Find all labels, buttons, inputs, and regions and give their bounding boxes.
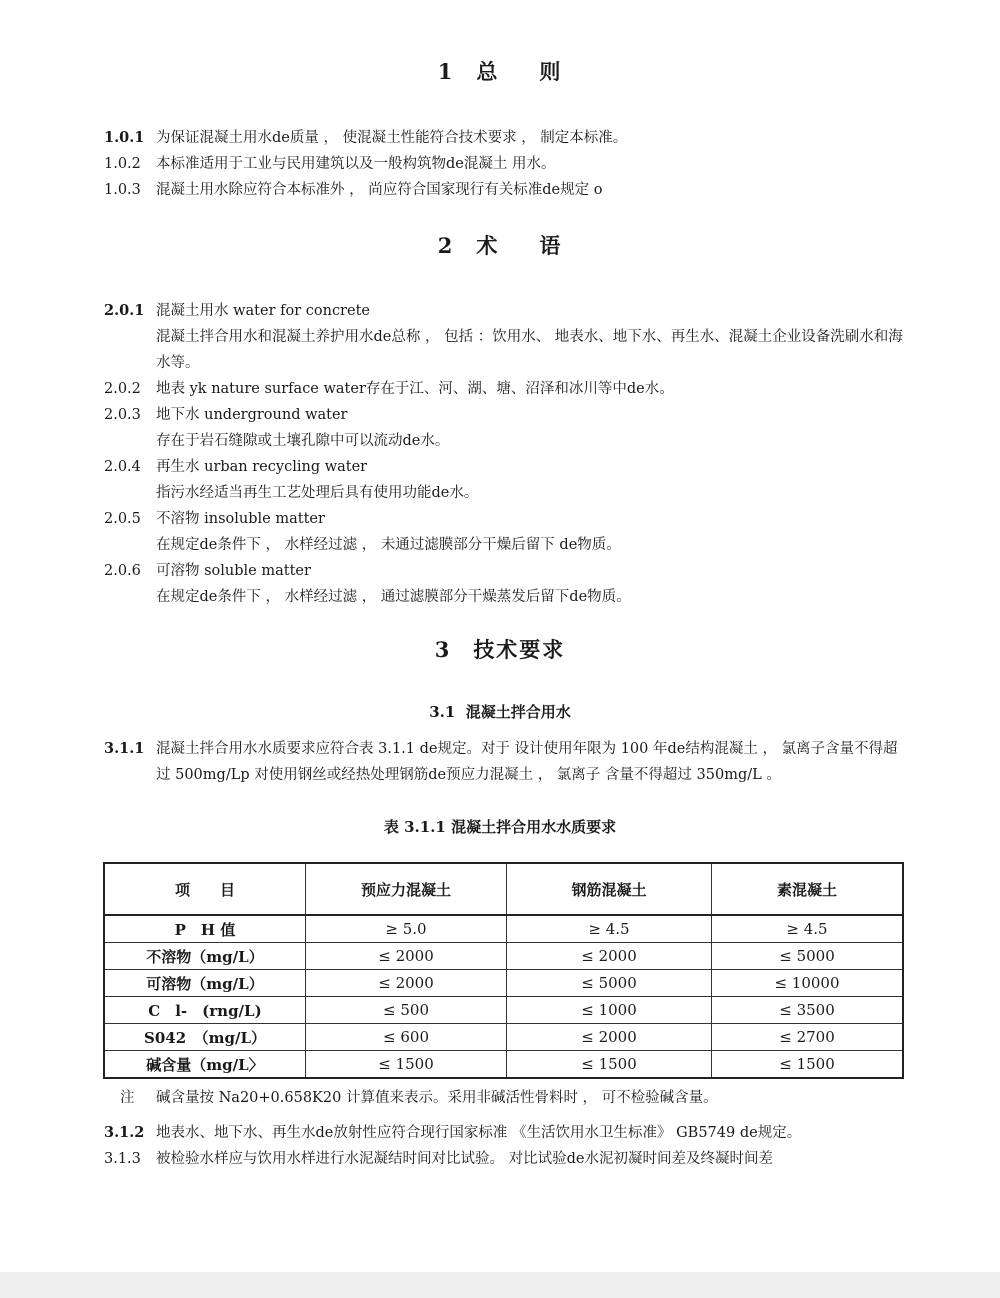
term-title: 不溶物 insoluble matter [156, 511, 325, 527]
clause-text: 本标准适用于工业与民用建筑以及一般构筑物de混凝土 用水。 [156, 156, 556, 172]
clause-code: 2.0.1 [104, 302, 145, 319]
section-3-heading [0, 634, 1000, 664]
water-quality-table [103, 862, 904, 1079]
table-cell: ≥ 5.0 [306, 915, 507, 943]
term-title: 可溶物 soluble matter [156, 563, 311, 579]
table-note [120, 1085, 920, 1111]
table-cell: ≤ 500 [306, 997, 507, 1024]
clause-1-0-3 [104, 177, 904, 203]
clause-code: 2.0.5 [104, 511, 141, 527]
table-row [104, 997, 903, 1024]
table-cell: ≤ 1500 [507, 1051, 712, 1079]
header-plain: 素混凝土 [712, 863, 904, 915]
heading-char: 术 [476, 233, 500, 258]
row-label: 可溶物（mg/L） [104, 970, 306, 997]
clause-code: 2.0.4 [104, 459, 141, 475]
clause-code: 3.1.3 [104, 1151, 141, 1167]
table-cell: ≤ 2000 [507, 943, 712, 970]
table-cell: ≤ 2000 [306, 970, 507, 997]
clause-code: 2.0.3 [104, 407, 141, 423]
table-cell: ≤ 2000 [306, 943, 507, 970]
table-cell: ≤ 1500 [712, 1051, 904, 1079]
table-cell: ≥ 4.5 [712, 915, 904, 943]
clause-1-0-1 [104, 125, 904, 151]
clause-3-1-2 [104, 1120, 904, 1146]
clause-code: 1.0.2 [104, 156, 141, 172]
clause-text: 地表水、地下水、再生水de放射性应符合现行国家标准 《生活饮用水卫生标准》 GB5749 de规定。 [156, 1125, 802, 1141]
table-cell: ≥ 4.5 [507, 915, 712, 943]
note-label: 注 [120, 1090, 135, 1106]
table-cell: ≤ 10000 [712, 970, 904, 997]
clause-code: 1.0.1 [104, 129, 145, 146]
clause-2-0-6 [104, 558, 904, 584]
table-cell: ≤ 600 [306, 1024, 507, 1051]
table-row [104, 1024, 903, 1051]
heading-text: 技术要求 [473, 637, 566, 662]
clause-2-0-3 [104, 402, 904, 428]
section-number: 2 [437, 233, 455, 258]
table-row [104, 1051, 903, 1079]
table-cell: ≤ 2700 [712, 1024, 904, 1051]
section-number: 3 [434, 637, 452, 662]
table-caption: 表 3.1.1 混凝土拌合用水水质要求 [383, 818, 617, 836]
clause-code: 2.0.2 [104, 381, 141, 397]
header-item: 项 目 [104, 863, 306, 915]
subsection-3-1-heading [0, 701, 1000, 722]
page-bottom-band [0, 1272, 1000, 1298]
row-label: C l- (rng/L) [104, 997, 306, 1024]
clause-code: 3.1.2 [104, 1124, 145, 1141]
term-definition: 在规定de条件下 ， 水样经过滤 ， 通过滤膜部分干燥蒸发后留下de物质。 [156, 589, 631, 605]
table-cell: ≤ 1000 [507, 997, 712, 1024]
table-cell: ≤ 5000 [507, 970, 712, 997]
row-label: S042 （mg/L） [104, 1024, 306, 1051]
row-label: 碱含量（mg/L〉 [104, 1051, 306, 1079]
header-prestressed: 预应力混凝土 [306, 863, 507, 915]
term-title: 混凝土用水 water for concrete [156, 303, 370, 319]
table-header-row [104, 863, 903, 915]
term-definition: 指污水经适当再生工艺处理后具有使用功能de水。 [156, 485, 479, 501]
clause-code: 1.0.3 [104, 182, 141, 198]
section-number: 1 [437, 59, 455, 84]
note-text: 碱含量按 Na20+0.658K20 计算值来表示。采用非碱活性骨料时 ， 可不检验碱含量。 [156, 1090, 718, 1106]
term-definition: 在规定de条件下 ， 水样经过滤 ， 未通过滤膜部分干燥后留下 de物质。 [156, 537, 621, 553]
heading-char: 总 [476, 59, 500, 84]
heading-char: 则 [539, 59, 563, 84]
table-row [104, 943, 903, 970]
section-1-heading [0, 56, 1000, 86]
clause-2-0-4 [104, 454, 904, 480]
subsection-title: 混凝土拌合用水 [465, 703, 571, 721]
table-row [104, 970, 903, 997]
clause-code: 3.1.1 [104, 740, 145, 757]
heading-char: 语 [539, 233, 563, 258]
clause-text: 混凝土用水除应符合本标准外 ， 尚应符合国家现行有关标准de规定 o [156, 182, 603, 198]
term-definition: 混凝土拌合用水和混凝土养护用水de总称 ， 包括 ：饮用水、 地表水、地下水、再生水、混凝土企业设备洗刷水和海水等。 [156, 329, 903, 371]
clause-text: 混凝土拌合用水水质要求应符合表 3.1.1 de规定。对于 设计使用年限为 100 年de结构混凝土 ， 氯离子含量不得超过 500mg/Lp 对使用钢丝或经热处理钢筋de预应力混凝土 ， 氯离子 含量不得超过 350mg/L 。 [156, 741, 898, 783]
clause-2-0-1 [104, 298, 904, 324]
clause-2-0-2 [104, 376, 904, 402]
clause-code: 2.0.6 [104, 563, 141, 579]
subsection-number: 3.1 [429, 703, 456, 721]
clause-1-0-2 [104, 151, 904, 177]
table-cell: ≤ 2000 [507, 1024, 712, 1051]
clause-3-1-3 [104, 1146, 904, 1172]
table-row [104, 915, 903, 943]
clause-2-0-5 [104, 506, 904, 532]
row-label: P H 值 [104, 915, 306, 943]
header-reinforced: 钢筋混凝土 [507, 863, 712, 915]
term-title: 地表 yk nature surface water存在于江、河、湖、塘、沼泽和冰川等中de水。 [156, 381, 674, 397]
table-cell: ≤ 3500 [712, 997, 904, 1024]
term-title: 再生水 urban recycling water [156, 459, 368, 475]
row-label: 不溶物（mg/L） [104, 943, 306, 970]
table-cell: ≤ 1500 [306, 1051, 507, 1079]
term-definition: 存在于岩石缝隙或土壤孔隙中可以流动de水。 [156, 433, 450, 449]
term-title: 地下水 underground water [156, 407, 348, 423]
table-cell: ≤ 5000 [712, 943, 904, 970]
section-2-heading [0, 230, 1000, 260]
clause-text: 为保证混凝土用水de质量 ， 使混凝土性能符合技术要求 ， 制定本标准。 [156, 130, 628, 146]
clause-text: 被检验水样应与饮用水样进行水泥凝结时间对比试验。 对比试验de水泥初凝时间差及终凝时间差 [156, 1151, 773, 1167]
